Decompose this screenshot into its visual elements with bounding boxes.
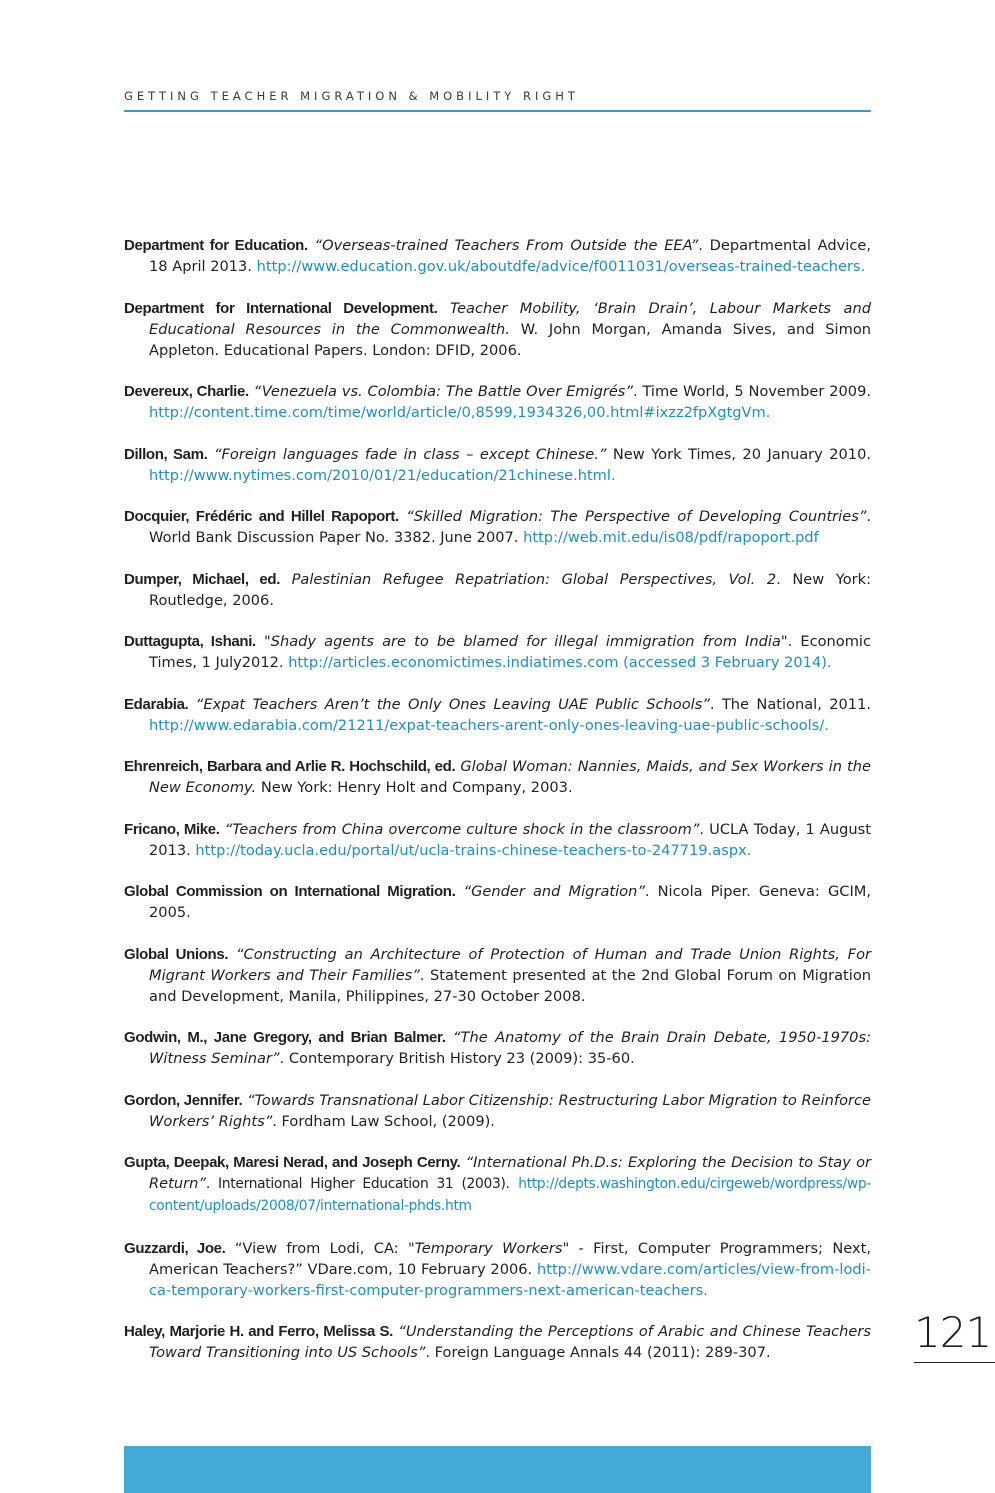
reference-details: . Foreign Language Annals 44 (2011): 289-307. (425, 1344, 771, 1361)
reference-details: . Time World, 5 November 2009. (632, 383, 871, 400)
reference-link[interactable]: http://today.ucla.edu/portal/ut/ucla-trains-chinese-teachers-to-247719.aspx. (195, 841, 752, 859)
reference-details: New York Times, 20 January 2010. (612, 445, 872, 463)
reference-author: Global Commission on International Migration. (124, 883, 456, 900)
reference-title: “Gender and Migration” (463, 883, 645, 900)
footer-bar (124, 1446, 871, 1493)
reference-author: Duttagupta, Ishani. (124, 633, 256, 650)
reference-title: “Constructing an Architecture of Protection of Human and Trade Union Rights, For Migrant Workers and Their Families” (149, 945, 871, 984)
reference-entry (124, 298, 871, 361)
reference-link[interactable]: http://content.time.com/time/world/article/0,8599,1934326,00.html#ixzz2fpXgtgVm. (149, 404, 771, 421)
reference-author: Gordon, Jennifer. (124, 1091, 243, 1109)
reference-title: “Understanding the Perceptions of Arabic and Chinese Teachers Toward Transitioning into US Schools” (149, 1323, 872, 1361)
reference-entry (124, 1321, 871, 1363)
reference-link[interactable]: http://www.education.gov.uk/aboutdfe/advice/f0011031/overseas-trained-teachers. (256, 258, 866, 275)
reference-details: . The National, 2011. (709, 695, 872, 713)
reference-author: Department for International Development. (124, 299, 438, 317)
reference-details: . UCLA Today, 1 August 2013. (149, 820, 871, 859)
reference-title: Global Woman: Nannies, Maids, and Sex Workers in the New Economy. (149, 758, 872, 796)
reference-title: “Overseas-trained Teachers From Outside the EEA” (314, 237, 699, 254)
reference-title: “Venezuela vs. Colombia: The Battle Over Emigrés” (253, 383, 633, 400)
reference-title: "Shady agents are to be blamed for illegal immigration from India" (263, 633, 788, 650)
reference-details: . Statement presented at the 2nd Global Forum on Migration and Development, Manila, Philippines, 27-30 October 2008. (149, 966, 871, 1005)
reference-entry (124, 694, 871, 736)
reference-details: . Fordham Law School, (2009). (272, 1112, 495, 1130)
reference-entry (124, 381, 871, 423)
reference-author: Docquier, Frédéric and Hillel Rapoport. (124, 508, 399, 525)
reference-details: . Departmental Advice, 18 April 2013. (149, 237, 871, 275)
page-number-rule (914, 1362, 995, 1363)
reference-author: Godwin, M., Jane Gregory, and Brian Balmer. (124, 1029, 446, 1046)
reference-title: “Expat Teachers Aren’t the Only Ones Leaving UAE Public Schools” (195, 695, 710, 713)
reference-entry (124, 506, 871, 548)
reference-title: “International Ph.D.s: Exploring the Decision to Stay or Return” (149, 1154, 871, 1192)
reference-title: “Teachers from China overcome culture shock in the classroom” (224, 820, 700, 838)
reference-link[interactable]: http://www.edarabia.com/21211/expat-teachers-arent-only-ones-leaving-uae-public-schools/. (149, 716, 829, 734)
reference-pre-title: “View from Lodi, CA: " (234, 1239, 415, 1257)
running-header: GETTING TEACHER MIGRATION & MOBILITY RIGHT (124, 89, 579, 103)
reference-entry (124, 444, 871, 486)
reference-link[interactable]: http://www.vdare.com/articles/view-from-lodi-ca-temporary-workers-first-computer-programmers-next-american-teachers. (149, 1260, 871, 1299)
reference-list (124, 235, 871, 1384)
reference-link[interactable]: http://www.nytimes.com/2010/01/21/education/21chinese.html. (149, 466, 616, 484)
reference-details: . World Bank Discussion Paper No. 3382. June 2007. (149, 508, 872, 546)
reference-title: “Towards Transnational Labor Citizenship: Restructuring Labor Migration to Reinforce Workers’ Rights” (149, 1091, 871, 1130)
reference-author: Gupta, Deepak, Maresi Nerad, and Joseph Cerny. (124, 1154, 461, 1171)
reference-entry (124, 944, 871, 1007)
reference-entry (124, 1238, 871, 1301)
reference-link[interactable]: http://articles.economictimes.indiatimes.com (accessed 3 February 2014). (288, 654, 832, 671)
reference-entry (124, 235, 871, 277)
reference-entry (124, 631, 871, 673)
reference-author: Guzzardi, Joe. (124, 1239, 226, 1257)
reference-author: Dumper, Michael, ed. (124, 570, 281, 588)
reference-title: “The Anatomy of the Brain Drain Debate, 1950-1970s: Witness Seminar” (149, 1029, 871, 1067)
reference-details: . Economic Times, 1 July2012. (149, 633, 872, 671)
reference-title: “Skilled Migration: The Perspective of Developing Countries” (406, 508, 867, 525)
reference-title: Temporary Workers (414, 1239, 563, 1257)
reference-details: . International Higher Education 31 (2003). (205, 1176, 510, 1192)
reference-author: Department for Education. (124, 237, 308, 254)
page-number: 121 (914, 1308, 992, 1357)
reference-author: Dillon, Sam. (124, 445, 208, 463)
reference-details: New York: Henry Holt and Company, 2003. (260, 779, 573, 796)
reference-title: Palestinian Refugee Repatriation: Global Perspectives, Vol. 2 (291, 570, 777, 588)
header-rule (124, 110, 871, 112)
reference-entry (124, 569, 871, 611)
reference-author: Devereux, Charlie. (124, 383, 249, 400)
reference-entry (124, 756, 871, 798)
reference-author: Fricano, Mike. (124, 820, 220, 838)
reference-details: W. John Morgan, Amanda Sives, and Simon Appleton. Educational Papers. London: DFID, 2006. (149, 320, 871, 359)
reference-entry (124, 1090, 871, 1132)
reference-title: Teacher Mobility, ‘Brain Drain’, Labour Markets and Educational Resources in the Commonwealth. (149, 299, 871, 338)
reference-entry (124, 1027, 871, 1069)
reference-details: " - First, Computer Programmers; Next, American Teachers?” VDare.com, 10 February 2006. (149, 1239, 871, 1278)
reference-details: . Nicola Piper. Geneva: GCIM, 2005. (149, 883, 871, 921)
reference-entry (124, 819, 871, 861)
reference-details: . Contemporary British History 23 (2009): 35-60. (279, 1050, 635, 1067)
reference-entry (124, 1152, 871, 1217)
reference-author: Edarabia. (124, 695, 189, 713)
reference-author: Ehrenreich, Barbara and Arlie R. Hochschild, ed. (124, 758, 456, 775)
reference-link[interactable]: http://web.mit.edu/is08/pdf/rapoport.pdf (523, 529, 819, 546)
reference-author: Haley, Marjorie H. and Ferro, Melissa S. (124, 1323, 393, 1340)
reference-author: Global Unions. (124, 945, 229, 963)
reference-details: . New York: Routledge, 2006. (149, 570, 871, 609)
reference-title: “Foreign languages fade in class – except Chinese.” (213, 445, 607, 463)
reference-entry (124, 881, 871, 923)
reference-link[interactable]: http://depts.washington.edu/cirgeweb/wordpress/wp-content/uploads/2008/07/international-phds.htm (149, 1176, 871, 1214)
